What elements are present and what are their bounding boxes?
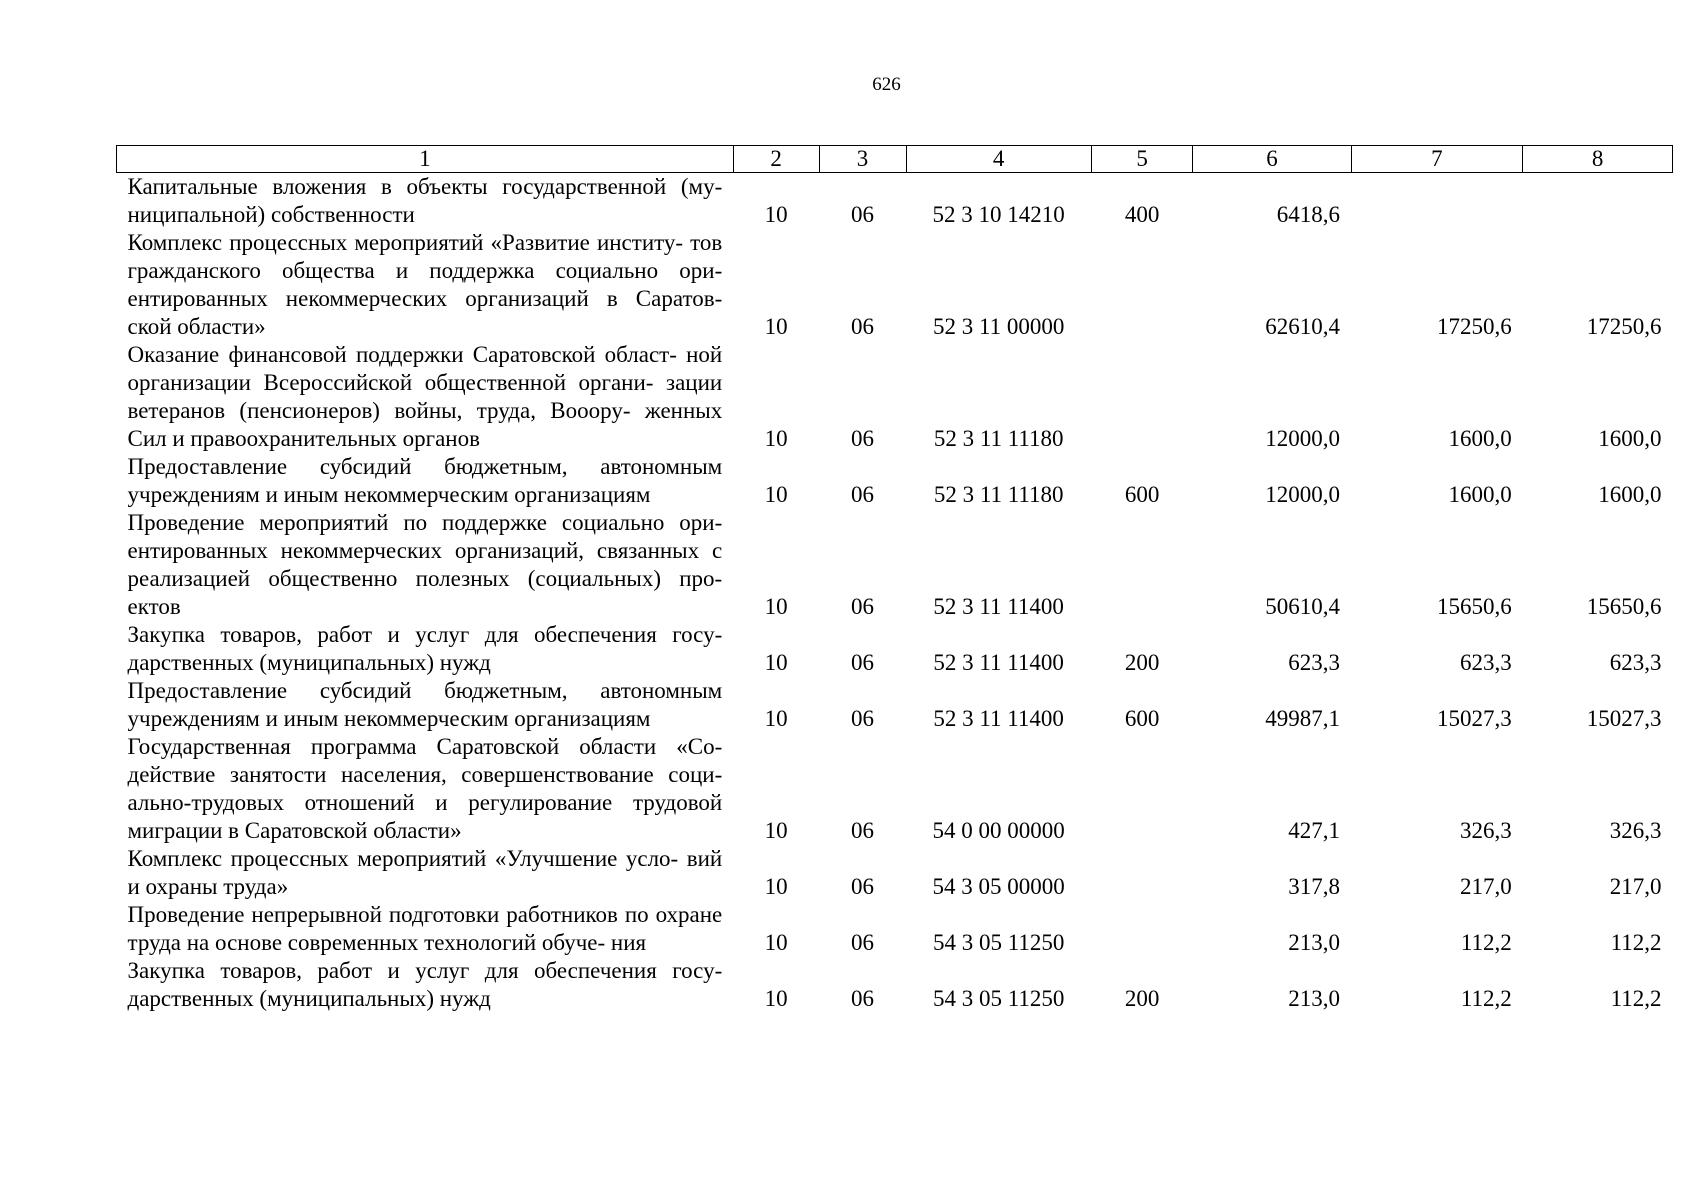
row-description [117,901,734,957]
subsection-code: 06 [851,818,875,843]
amount-year-1: 50610,4 [1265,594,1340,619]
row-description [117,229,734,341]
description-line: ентированных некоммерческих организаций в Саратов- [127,286,723,311]
target-article-code: 54 3 05 11250 [932,986,1065,1011]
expense-type-code: 600 [1124,482,1160,507]
description-line: ентированных некоммерческих организаций, связанных [127,538,700,563]
description-line: учреждениям и иным некоммерческим организациям [127,482,651,507]
expense-type-code: 200 [1124,650,1160,675]
amount-year-1: 6418,6 [1276,202,1340,227]
description-line: Закупка товаров, работ и услуг для обеспечения госу- [127,622,723,647]
table-row [117,901,1673,957]
table-row [117,845,1673,901]
amount-year-2: 17250,6 [1436,314,1512,339]
expense-type-code: 600 [1124,706,1160,731]
section-code: 10 [764,594,788,619]
description-line: Проведение непрерывной подготовки работников по [127,902,649,927]
header-cell-1: 1 [117,146,734,173]
subsection-code: 06 [851,202,875,227]
description-line: женных Сил и правоохранительных органов [127,398,723,451]
target-article-code: 52 3 11 00000 [932,314,1065,339]
section-code: 10 [764,874,788,899]
table-row [117,509,1673,621]
section-code: 10 [764,818,788,843]
header-cell-3: 3 [819,146,906,173]
section-code: 10 [764,202,788,227]
amount-year-3 [1523,173,1673,230]
row-description [117,621,734,677]
description-line: с реализацией общественно полезных (социальных) про- [127,538,723,591]
expense-type-code [1091,845,1193,901]
amount-year-3: 1600,0 [1598,426,1662,451]
section-code: 10 [764,314,788,339]
subsection-code: 06 [851,594,875,619]
description-line: дарственных (муниципальных) нужд [127,650,491,675]
description-line: учреждениям и иным некоммерческим организациям [127,706,651,731]
description-line: ально-трудовых отношений и регулирование трудовой [127,790,723,815]
description-line: Капитальные вложения в объекты государственной (му- [127,174,723,199]
target-article-code: 54 0 00 00000 [932,818,1065,843]
table-row [117,677,1673,733]
description-line: Закупка товаров, работ и услуг для обеспечения госу- [127,958,723,983]
expense-type-code: 400 [1124,202,1160,227]
row-description [117,453,734,509]
subsection-code: 06 [851,650,875,675]
row-description [117,845,734,901]
amount-year-2: 15650,6 [1436,594,1512,619]
header-cell-5: 5 [1091,146,1193,173]
target-article-code: 54 3 05 11250 [932,930,1065,955]
header-row [117,146,1673,173]
subsection-code: 06 [851,426,875,451]
description-line: тов гражданского общества и поддержка социально ори- [127,230,723,283]
section-code: 10 [764,650,788,675]
amount-year-2: 1600,0 [1448,482,1512,507]
amount-year-3: 17250,6 [1586,314,1662,339]
expense-type-code [1091,733,1193,845]
description-line: дарственных (муниципальных) нужд [127,986,491,1011]
amount-year-2: 112,2 [1460,930,1512,955]
subsection-code: 06 [851,482,875,507]
expense-type-code [1091,509,1193,621]
row-description [117,957,734,1013]
target-article-code: 52 3 11 11180 [933,426,1064,451]
target-article-code: 52 3 11 11400 [933,706,1064,731]
amount-year-3: 112,2 [1610,930,1662,955]
amount-year-1: 317,8 [1288,874,1340,899]
table-row [117,733,1673,845]
table-row [117,229,1673,341]
section-code: 10 [764,986,788,1011]
target-article-code: 52 3 11 11400 [933,650,1064,675]
amount-year-2 [1351,173,1523,230]
amount-year-1: 62610,4 [1265,314,1340,339]
target-article-code: 52 3 11 11180 [933,482,1064,507]
header-cell-7: 7 [1351,146,1523,173]
amount-year-2: 15027,3 [1436,706,1512,731]
description-line: зации ветеранов (пенсионеров) войны, труда, Вооору- [127,370,723,423]
description-line: ния [610,930,647,955]
page-number: 626 [872,74,901,95]
amount-year-3: 217,0 [1609,874,1662,899]
amount-year-2: 217,0 [1459,874,1512,899]
amount-year-1: 12000,0 [1265,426,1340,451]
section-code: 10 [764,706,788,731]
target-article-code: 52 3 11 11400 [933,594,1064,619]
amount-year-3: 1600,0 [1598,482,1662,507]
description-line: Проведение мероприятий по поддержке социально ори- [127,510,723,535]
description-line: ниципальной) собственности [127,202,415,227]
amount-year-3: 623,3 [1609,650,1662,675]
amount-year-3: 112,2 [1610,986,1662,1011]
row-description [117,733,734,845]
amount-year-3: 15027,3 [1586,706,1662,731]
budget-table [116,145,1673,1013]
table-row [117,453,1673,509]
table-row [117,341,1673,453]
description-line: миграции в Саратовской области» [127,818,462,843]
target-article-code: 54 3 05 00000 [932,874,1065,899]
amount-year-3: 15650,6 [1586,594,1662,619]
row-description [117,341,734,453]
description-line: ской области» [127,314,266,339]
amount-year-2: 623,3 [1459,650,1512,675]
amount-year-1: 213,0 [1288,986,1340,1011]
target-article-code: 52 3 10 14210 [932,202,1065,227]
amount-year-2: 1600,0 [1448,426,1512,451]
subsection-code: 06 [851,706,875,731]
subsection-code: 06 [851,314,875,339]
header-cell-8: 8 [1523,146,1673,173]
amount-year-2: 112,2 [1460,986,1512,1011]
description-line: Комплекс процессных мероприятий «Развитие институ- [127,230,684,255]
amount-year-2: 326,3 [1459,818,1512,843]
header-cell-2: 2 [733,146,819,173]
description-line: вий и охраны труда» [127,846,723,899]
amount-year-1: 623,3 [1288,650,1340,675]
description-line: ной организации Всероссийской общественной органи- [127,342,723,395]
row-description [117,509,734,621]
amount-year-3: 326,3 [1609,818,1662,843]
table-row [117,957,1673,1013]
description-line: Предоставление субсидий бюджетным, автономным [127,454,723,479]
description-line: Предоставление субсидий бюджетным, автономным [127,678,723,703]
row-description [117,173,734,230]
description-line: Оказание финансовой поддержки Саратовской област- [127,342,677,367]
subsection-code: 06 [851,986,875,1011]
amount-year-1: 427,1 [1288,818,1340,843]
section-code: 10 [764,426,788,451]
section-code: 10 [764,930,788,955]
amount-year-1: 213,0 [1288,930,1340,955]
amount-year-1: 12000,0 [1265,482,1340,507]
header-cell-4: 4 [906,146,1091,173]
row-description [117,677,734,733]
subsection-code: 06 [851,874,875,899]
description-line: действие занятости населения, совершенствование соци- [127,762,723,787]
expense-type-code [1091,901,1193,957]
subsection-code: 06 [851,930,875,955]
table-body [117,173,1673,1014]
amount-year-1: 49987,1 [1265,706,1340,731]
description-line: Государственная программа Саратовской области «Со- [127,734,723,759]
table-row [117,173,1673,230]
section-code: 10 [764,482,788,507]
description-line: охране труда на основе современных технологий обуче- [127,902,723,955]
description-line: Комплекс процессных мероприятий «Улучшение усло- [127,846,679,871]
expense-type-code [1091,341,1193,453]
expense-type-code: 200 [1124,986,1160,1011]
description-line: ектов [127,594,181,619]
expense-type-code [1091,229,1193,341]
table-row [117,621,1673,677]
header-cell-6: 6 [1193,146,1351,173]
